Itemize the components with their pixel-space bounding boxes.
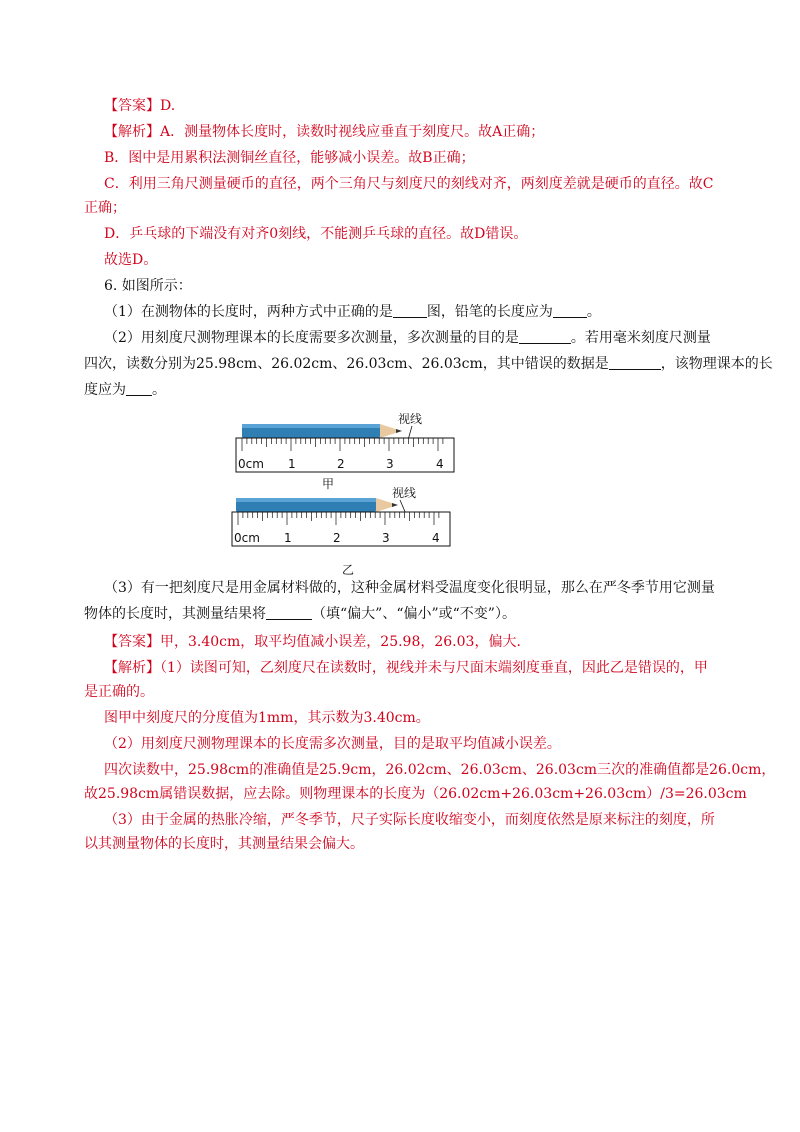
tick-label: 1 [284,531,292,545]
q6-p1-text-b: 图，铅笔的长度应为 [426,304,553,320]
tick-label: 2 [333,531,341,545]
answer6-line [104,632,744,652]
question6-part2-line2 [84,354,773,374]
q6-p2-text-b: 。若用毫米刻度尺测量 [570,330,711,346]
figure-caption-yi: 乙 [342,563,355,576]
q6-p1-text-a: （1）在测物体的长度时，两种方式中正确的是 [104,304,393,320]
tick-label: 0cm [238,457,264,471]
pencil-lead [392,503,398,507]
analysis6-line5: 四次读数中，25.98cm的准确值是25.9cm，26.02cm、26.03cm、26.03cm三次的准确值都是26.0cm， [104,762,776,778]
figure-yi [232,485,450,576]
answer-tag: 【答案】 [104,634,160,650]
question6-stem: 6. 如图所示： [104,278,192,294]
answer-tag: 【答案】 [104,98,160,114]
answer-blank [553,303,587,318]
analysis-tag: 【解析】 [104,660,160,676]
ruler-figure [230,408,460,576]
sight-line-label: 视线 [392,486,417,500]
analysis6-line4: （2）用刻度尺测物理课本的长度需多次测量，目的是取平均值减小误差。 [104,736,561,752]
pencil-highlight [242,424,380,428]
tick-label: 2 [337,457,345,471]
analysis5-line-b: B．图中是用累积法测铜丝直径，能够减小误差。故B正确； [104,150,475,166]
analysis6-line6: 故25.98cm属错误数据，应去除。则物理课本的长度为（26.02cm+26.03cm+26.03cm）/3=26.03cm [84,786,747,802]
tick-label: 1 [288,457,296,471]
analysis6-line1 [104,658,744,678]
analysis5-choose: 故选D。 [104,252,158,268]
pencil-lead [396,429,402,433]
answer-blank [393,303,427,318]
q6-p1-text-c: 。 [586,304,601,320]
answer-blank [609,355,661,370]
tick-label: 3 [386,457,394,471]
analysis-a: A．测量物体长度时，读数时视线应垂直于刻度尺。故A正确； [160,124,545,140]
question6-part1 [104,302,744,322]
tick-label: 4 [432,531,440,545]
analysis6-line2: 是正确的。 [84,684,154,700]
analysis-tag: 【解析】 [104,124,160,140]
q6-p2-text-c: 四次，读数分别为25.98cm、26.02cm、26.03cm、26.03cm，其中错误的数据是 [84,356,609,372]
question6-part3-line2 [84,604,724,624]
pencil-highlight [236,498,376,502]
sight-line-label: 视线 [398,412,423,426]
question6-part2-line3 [84,380,724,400]
analysis5-line-c1: C．利用三角尺测量硬币的直径，两个三角尺与刻度尺的刻线对齐，两刻度差就是硬币的直径。故C [104,176,714,192]
analysis6-line3: 图甲中刻度尺的分度值为1mm，其示数为3.40cm。 [104,710,430,726]
analysis5-line-d: D．乒乓球的下端没有对齐0刻线，不能测乒乓球的直径。故D错误。 [104,226,528,242]
q6-p3-text-c: （填“偏大”、“偏小”或“不变”）。 [312,606,516,622]
tick-label: 3 [382,531,390,545]
answer-text: 甲，3.40cm，取平均值减小误差，25.98，26.03，偏大. [160,634,521,650]
answer-blank [126,381,152,396]
tick-label: 0cm [234,531,260,545]
q6-p2-text-f: 。 [152,382,166,398]
analysis6-line8: 以其测量物体的长度时，其测量结果会偏大。 [84,836,364,852]
q6-p2-text-d: ，该物理课本的长 [660,356,773,372]
answer5-line [104,96,744,116]
q6-p2-text-e: 度应为 [84,382,126,398]
q6-p2-text-a: （2）用刻度尺测物理课本的长度需要多次测量，多次测量的目的是 [104,330,519,346]
tick-label: 4 [436,457,444,471]
q6-p3-text-b: 物体的长度时，其测量结果将 [84,606,266,622]
question6-part2-line1 [104,328,744,348]
figure-jia [236,411,454,491]
answer-blank [266,605,312,620]
analysis5-line-a [104,122,744,142]
answer-text: D. [160,98,176,114]
question6-part3-line1: （3）有一把刻度尺是用金属材料做的，这种金属材料受温度变化很明显，那么在严冬季节用它测量 [104,580,715,596]
analysis6-text-1: （1）读图可知，乙刻度尺在读数时，视线并未与尺面末端刻度垂直，因此乙是错误的，甲 [160,660,708,676]
analysis6-line7: （3）由于金属的热胀冷缩，严冬季节，尺子实际长度收缩变小，而刻度依然是原来标注的刻度，所 [104,812,715,828]
answer-blank [519,329,571,344]
analysis5-line-c2: 正确； [84,200,126,216]
figure-caption-jia: 甲 [322,477,335,491]
